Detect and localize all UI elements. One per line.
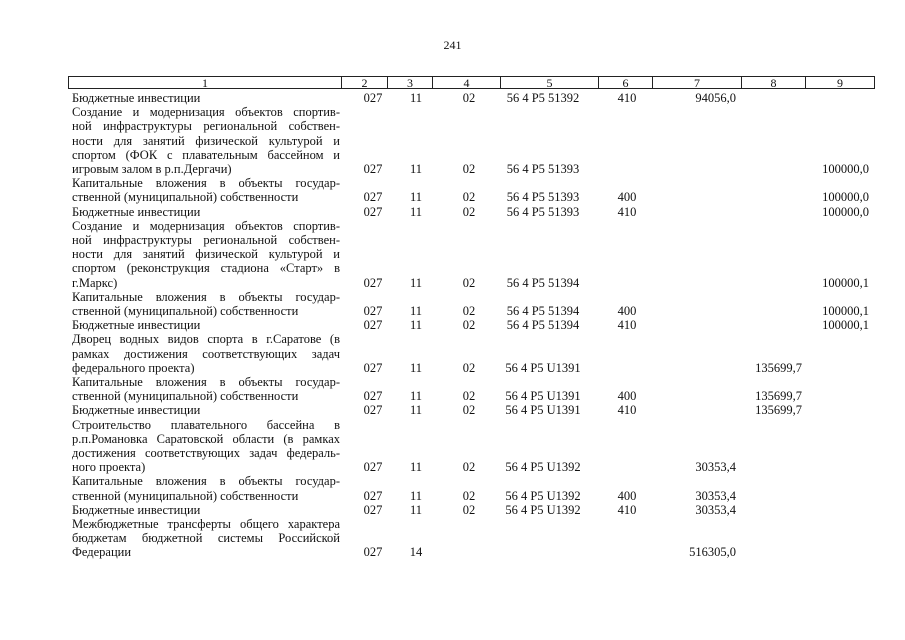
description-line: Бюджетные инвестиции (72, 91, 201, 105)
description-line: Федерации (72, 545, 132, 560)
cell-c4: 02 (462, 360, 476, 375)
description-line: Капитальные вложения в объекты государ- (72, 474, 340, 489)
cell-c3: 11 (409, 488, 423, 503)
cell-c3: 11 (409, 204, 423, 219)
cell-c2: 027 (363, 545, 383, 560)
cell-c3: 11 (409, 389, 423, 404)
cell-c7: 30353,4 (695, 502, 736, 517)
description-line: ной инфраструктуры региональной собствен- (72, 119, 340, 134)
description-line: игровым залом в р.п.Дергачи) (72, 162, 232, 176)
cell-c9: 100000,0 (822, 204, 869, 219)
description-line: Бюджетные инвестиции (72, 403, 201, 418)
row-description (72, 318, 340, 332)
cell-c6: 400 (617, 190, 637, 205)
cell-c2: 027 (363, 403, 383, 418)
description-line: спортом (реконструкция стадиона «Старт» в (72, 261, 340, 276)
row-description (72, 91, 340, 105)
cell-c5: 56 4 P5 51393 (506, 204, 580, 219)
cell-c5: 56 4 P5 51392 (506, 91, 580, 105)
cell-c4: 02 (462, 204, 476, 219)
description-line: достижения соответствующих задач федераль- (72, 446, 340, 460)
description-line: Капитальные вложения в объекты государ- (72, 289, 340, 304)
cell-c2: 027 (363, 204, 383, 219)
cell-c4: 02 (462, 460, 476, 475)
cell-c5: 56 4 P5 51393 (506, 161, 580, 176)
description-line: ности для занятий физической культурой и (72, 133, 340, 148)
cell-c4: 02 (462, 161, 476, 176)
description-line: спортом (ФОК с плавательным бассейном и (72, 147, 340, 162)
cell-c2: 027 (363, 303, 383, 318)
header-cell-8: 8 (741, 76, 806, 89)
row-description (72, 176, 340, 204)
header-cell-3: 3 (387, 76, 433, 89)
cell-c4: 02 (462, 275, 476, 290)
cell-c3: 11 (409, 502, 423, 517)
cell-c2: 027 (363, 190, 383, 205)
cell-c9: 100000,1 (822, 303, 869, 318)
cell-c6: 400 (617, 303, 637, 318)
cell-c3: 11 (409, 161, 423, 176)
cell-c6: 410 (617, 318, 637, 333)
row-description (72, 332, 340, 375)
cell-c2: 027 (363, 318, 383, 333)
description-line: ственной (муниципальной) собственности (72, 389, 299, 404)
cell-c5: 56 4 P5 U1392 (505, 488, 581, 503)
cell-c2: 027 (363, 389, 383, 404)
cell-c4: 02 (462, 488, 476, 503)
cell-c5: 56 4 P5 51394 (506, 303, 580, 318)
cell-c5: 56 4 P5 51394 (506, 318, 580, 333)
row-description (72, 375, 340, 403)
cell-c8: 135699,7 (755, 389, 802, 404)
description-line: Дворец водных видов спорта в г.Саратове (в (72, 332, 340, 347)
cell-c6: 410 (617, 204, 637, 219)
description-line: р.п.Романовка Саратовской области (в рамках (72, 431, 340, 446)
row-description (72, 290, 340, 318)
header-cell-9: 9 (805, 76, 875, 89)
cell-c4: 02 (462, 190, 476, 205)
cell-c9: 100000,1 (822, 275, 869, 290)
description-line: федерального проекта) (72, 360, 195, 375)
cell-c2: 027 (363, 460, 383, 475)
description-line: Создание и модернизация объектов спортив- (72, 218, 340, 233)
page-number: 241 (443, 38, 462, 52)
cell-c5: 56 4 P5 U1391 (505, 403, 581, 418)
description-line: Бюджетные инвестиции (72, 502, 201, 517)
description-line: ственной (муниципальной) собственности (72, 190, 299, 205)
header-cell-2: 2 (341, 76, 388, 89)
description-line: ной инфраструктуры региональной собствен- (72, 233, 340, 247)
row-description (72, 474, 340, 502)
cell-c7: 516305,0 (689, 545, 736, 560)
cell-c2: 027 (363, 275, 383, 290)
cell-c6: 410 (617, 91, 637, 105)
row-description (72, 205, 340, 219)
cell-c3: 11 (409, 360, 423, 375)
description-line: ственной (муниципальной) собственности (72, 304, 299, 318)
cell-c5: 56 4 P5 51393 (506, 190, 580, 205)
header-cell-4: 4 (432, 76, 501, 89)
header-cell-5: 5 (500, 76, 599, 89)
cell-c4: 02 (462, 318, 476, 333)
description-line: Бюджетные инвестиции (72, 204, 201, 219)
row-description (72, 517, 340, 560)
cell-c2: 027 (363, 502, 383, 517)
row-description (72, 403, 340, 417)
description-line: Создание и модернизация объектов спортив- (72, 105, 340, 120)
cell-c3: 11 (409, 275, 423, 290)
cell-c3: 11 (409, 303, 423, 318)
cell-c7: 94056,0 (695, 91, 736, 105)
cell-c3: 11 (409, 460, 423, 475)
description-line: Капитальные вложения в объекты государ- (72, 176, 340, 191)
cell-c4: 02 (462, 91, 476, 105)
cell-c9: 100000,1 (822, 318, 869, 333)
description-line: Бюджетные инвестиции (72, 318, 201, 333)
description-line: рамках достижения соответствующих задач (72, 346, 340, 361)
row-description (72, 219, 340, 290)
header-cell-7: 7 (652, 76, 742, 89)
header-cell-1: 1 (68, 76, 342, 89)
cell-c2: 027 (363, 91, 383, 105)
cell-c7: 30353,4 (695, 460, 736, 475)
cell-c8: 135699,7 (755, 403, 802, 418)
header-cell-6: 6 (598, 76, 653, 89)
cell-c3: 11 (409, 318, 423, 333)
cell-c4: 02 (462, 303, 476, 318)
cell-c4: 02 (462, 403, 476, 418)
cell-c5: 56 4 P5 51394 (506, 275, 580, 290)
cell-c3: 11 (409, 190, 423, 205)
cell-c8: 135699,7 (755, 360, 802, 375)
cell-c3: 11 (409, 403, 423, 418)
description-line: ного проекта) (72, 460, 146, 475)
cell-c5: 56 4 P5 U1391 (505, 389, 581, 404)
cell-c4: 02 (462, 502, 476, 517)
row-description (72, 105, 340, 176)
cell-c6: 400 (617, 488, 637, 503)
cell-c5: 56 4 P5 U1391 (505, 360, 581, 375)
description-line: бюджетам бюджетной системы Российской (72, 531, 340, 546)
cell-c2: 027 (363, 360, 383, 375)
cell-c9: 100000,0 (822, 190, 869, 205)
cell-c9: 100000,0 (822, 161, 869, 176)
cell-c4: 02 (462, 389, 476, 404)
row-description (72, 418, 340, 475)
cell-c5: 56 4 P5 U1392 (505, 502, 581, 517)
cell-c3: 11 (409, 91, 423, 105)
description-line: Межбюджетные трансферты общего характера (72, 517, 340, 531)
row-description (72, 503, 340, 517)
description-line: Капитальные вложения в объекты государ- (72, 375, 340, 389)
cell-c6: 400 (617, 389, 637, 404)
description-line: ственной (муниципальной) собственности (72, 488, 299, 503)
cell-c2: 027 (363, 161, 383, 176)
description-line: ности для занятий физической культурой и (72, 247, 340, 262)
cell-c2: 027 (363, 488, 383, 503)
cell-c6: 410 (617, 403, 637, 418)
cell-c7: 30353,4 (695, 488, 736, 503)
cell-c6: 410 (617, 502, 637, 517)
cell-c5: 56 4 P5 U1392 (505, 460, 581, 475)
description-line: Строительство плавательного бассейна в (72, 417, 340, 432)
cell-c3: 14 (409, 545, 423, 560)
description-line: г.Маркс) (72, 275, 118, 290)
